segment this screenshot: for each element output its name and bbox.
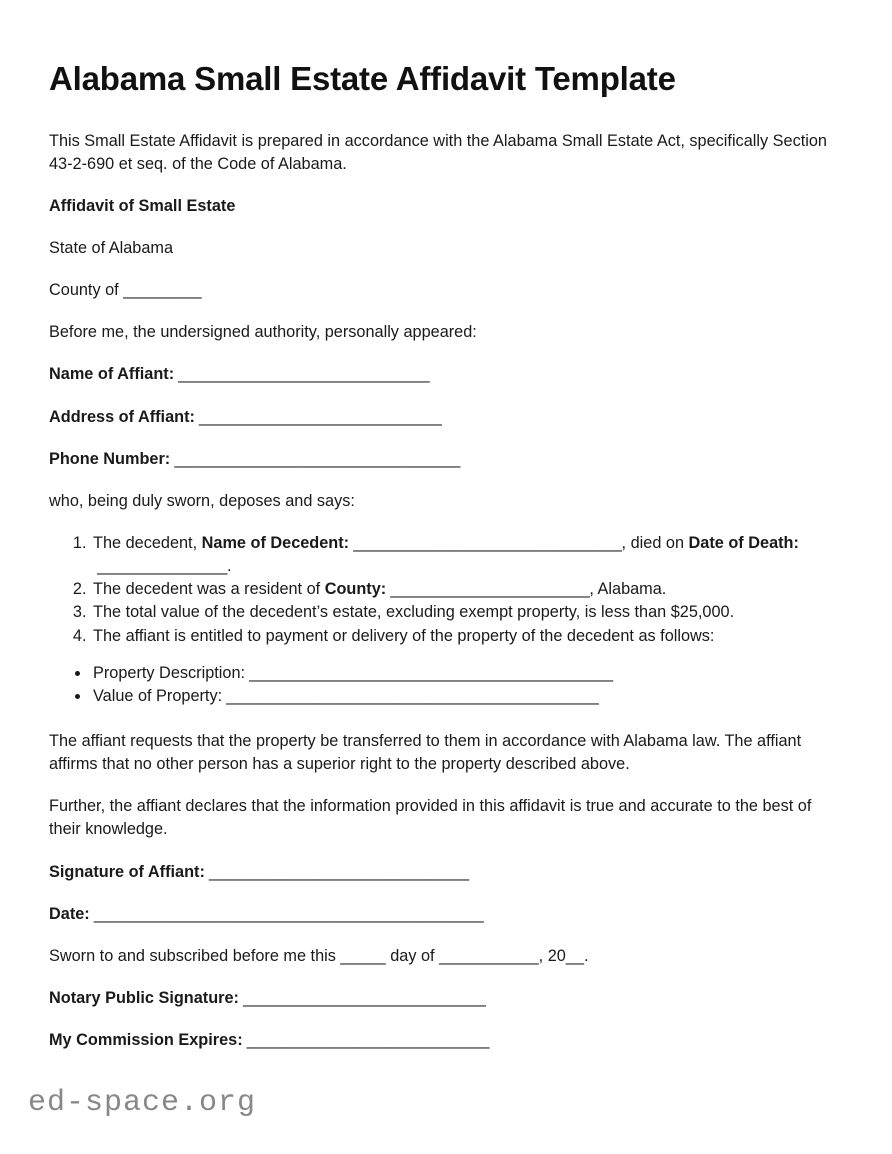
field-blank: ____________________________ [238, 988, 486, 1007]
statement-text: The decedent, [93, 533, 202, 552]
bullet-label: Value of Property: [93, 686, 223, 705]
county-line [49, 279, 841, 302]
notary-fields [49, 987, 841, 1052]
field-label: Date: [49, 904, 90, 923]
request-paragraph: The affiant requests that the property be transferred to them in accordance with Alabama law. The affiant affirms that no other person has a superior right to the property described above. [49, 731, 802, 774]
field-blank: ______________________________ [204, 862, 469, 881]
field-blank: ____________________________ [242, 1031, 490, 1050]
section-heading: Affidavit of Small Estate [49, 196, 236, 215]
county-blank: _________ [123, 281, 202, 300]
field-label: Notary Public Signature: [49, 988, 239, 1007]
field-label: Signature of Affiant: [49, 862, 205, 881]
affiant-fields [49, 363, 841, 470]
sworn-statements-list [49, 532, 841, 648]
list-item [91, 532, 841, 578]
bullet-blank: ___________________________________________ [222, 686, 599, 705]
statement-text: The decedent was a resident of [93, 580, 325, 599]
intro-paragraph: This Small Estate Affidavit is prepared in accordance with the Alabama Small Estate Act, specifically Section 43-2-690 et seq. of the Code of Alabama. [49, 131, 827, 173]
field-signature-of-affiant [49, 861, 841, 884]
field-label: Address of Affiant: [49, 407, 195, 426]
field-address-of-affiant [49, 406, 841, 429]
statement-text: , died on [621, 533, 689, 552]
statement-text: , Alabama. [589, 580, 667, 599]
list-item [91, 578, 841, 601]
state-line: State of Alabama [49, 239, 174, 257]
field-label: Name of Affiant: [49, 365, 175, 384]
site-watermark: ed-space.org [28, 1086, 257, 1120]
statement-text: _______________________ [386, 580, 590, 599]
field-notary-public-signature [49, 987, 841, 1010]
bullet-blank: __________________________________________ [245, 663, 613, 682]
sworn-subscribed-line: Sworn to and subscribed before me this _____ day of ___________, 20__. [49, 946, 589, 965]
field-my-commission-expires [49, 1029, 841, 1052]
statement-text: The affiant is entitled to payment or delivery of the property of the decedent as follows: [93, 626, 715, 645]
emphasis-label: Name of Decedent: [201, 533, 350, 552]
field-blank: _________________________________ [170, 449, 460, 468]
field-label: My Commission Expires: [49, 1031, 243, 1050]
statement-text: _______________________________ [349, 533, 622, 552]
list-item [91, 625, 841, 648]
county-label: County of [49, 281, 124, 300]
bullet-label: Property Description: [93, 663, 246, 682]
field-blank: _____________________________ [174, 365, 430, 384]
page-title: Alabama Small Estate Affidavit Template [49, 60, 676, 97]
field-blank: ____________________________ [194, 407, 442, 426]
appearance-line: Before me, the undersigned authority, personally appeared: [49, 323, 477, 342]
field-label: Phone Number: [49, 449, 171, 468]
deposes-line: who, being duly sworn, deposes and says: [49, 491, 355, 510]
list-item [91, 601, 841, 624]
emphasis-label: County: [324, 580, 387, 599]
property-list [49, 662, 841, 708]
field-date [49, 903, 841, 926]
list-item [91, 685, 841, 708]
declaration-paragraph: Further, the affiant declares that the information provided in this affidavit is true and accurate to the best of their knowledge. [49, 797, 812, 839]
statement-text: The total value of the decedent’s estate, excluding exempt property, is less than $25,000. [93, 603, 735, 622]
signature-fields [49, 861, 841, 926]
statement-text: . [226, 557, 232, 576]
statement-text: _______________ [93, 557, 227, 576]
field-phone-number [49, 448, 841, 471]
document-content [49, 58, 841, 1071]
list-item [91, 662, 841, 685]
field-blank: _____________________________________________ [89, 904, 484, 923]
field-name-of-affiant [49, 363, 841, 386]
emphasis-label: Date of Death: [688, 533, 799, 552]
